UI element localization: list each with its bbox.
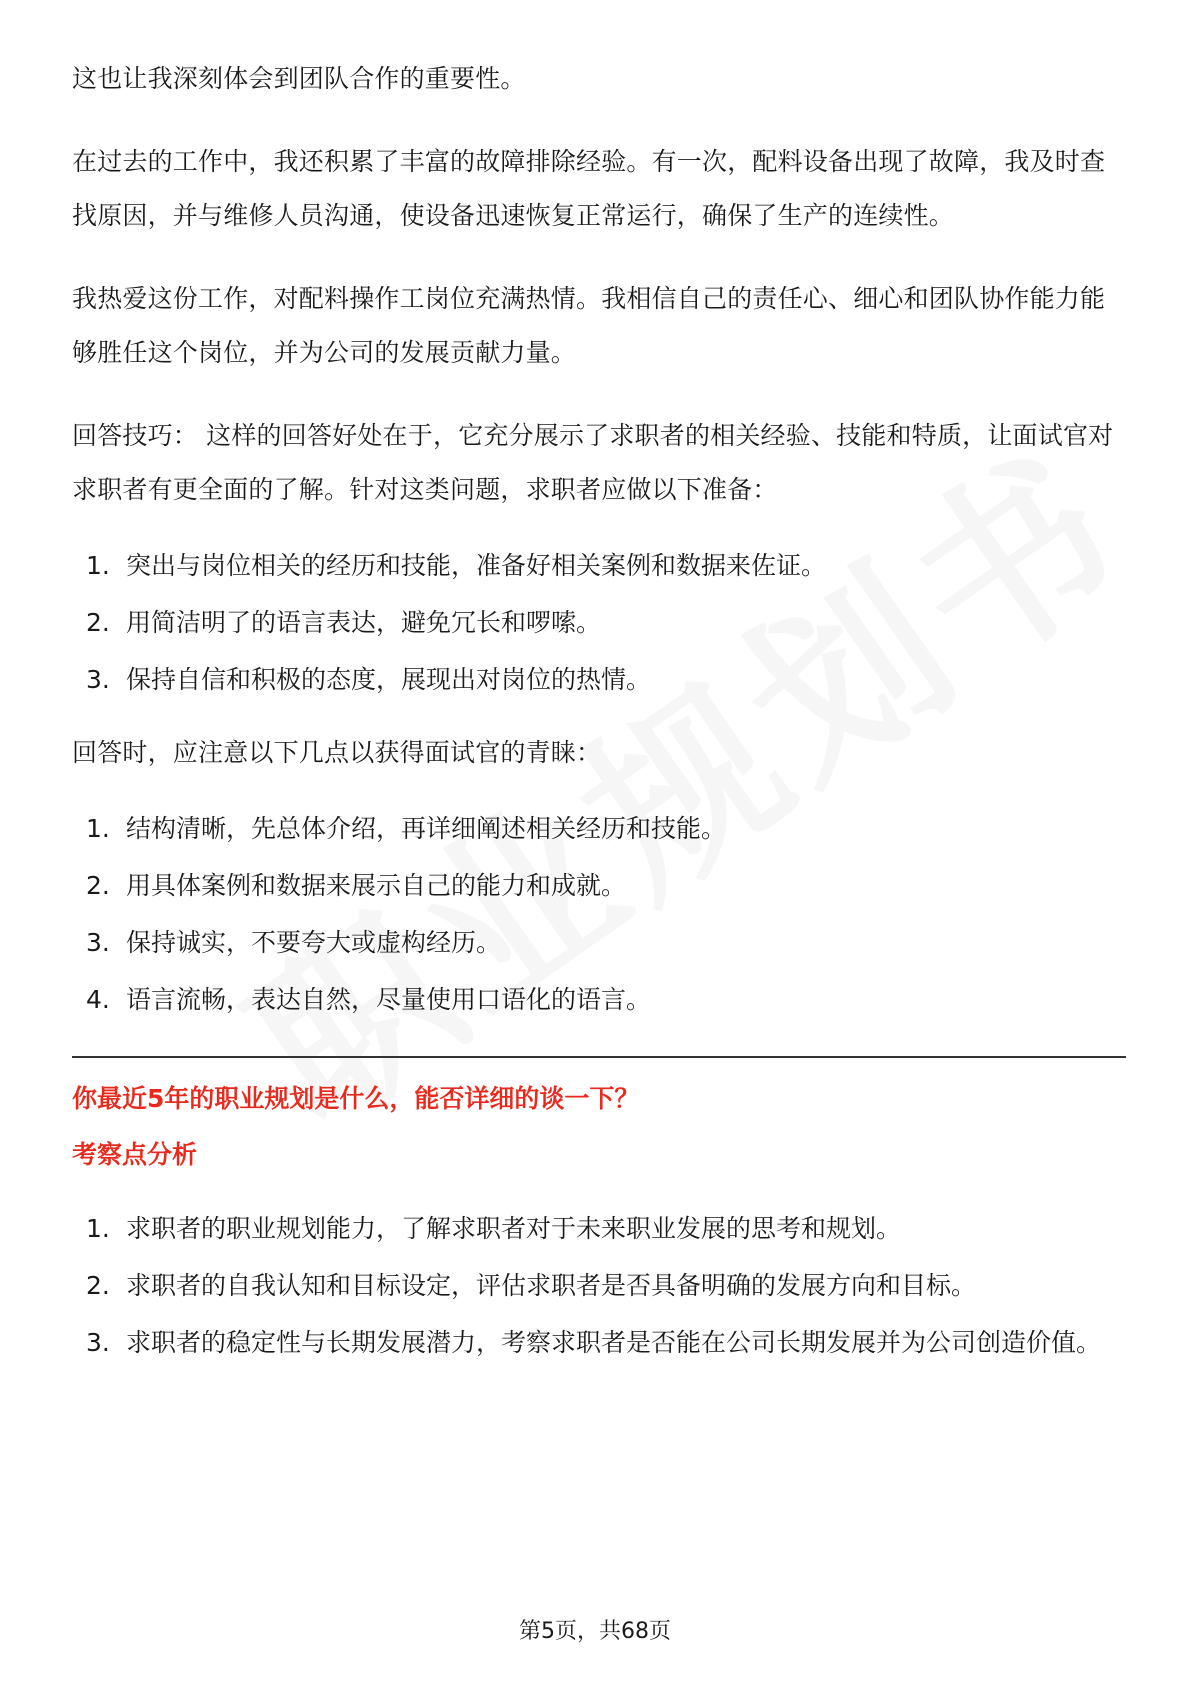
- analysis-list: [72, 1200, 1126, 1371]
- list-number: 3.: [86, 928, 110, 957]
- list-number: 1.: [86, 551, 110, 580]
- list-item: [72, 914, 1126, 971]
- list-item: [72, 1200, 1126, 1257]
- list-number: 3.: [86, 665, 110, 694]
- list-text: 结构清晰，先总体介绍，再详细阐述相关经历和技能。: [126, 814, 727, 843]
- paragraph-attention: 回答时，应注意以下几点以获得面试官的青睐：: [72, 738, 602, 767]
- list-item: [72, 651, 1126, 708]
- list-number: 1.: [86, 1214, 110, 1243]
- paragraph-passion: 我热爱这份工作，对配料操作工岗位充满热情。我相信自己的责任心、细心和团队协作能力能够胜任这个岗位，并为公司的发展贡献力量。: [72, 284, 1106, 367]
- list-text: 求职者的职业规划能力，了解求职者对于未来职业发展的思考和规划。: [126, 1214, 902, 1243]
- list-number: 3.: [86, 1328, 110, 1357]
- paragraph-teamwork: 这也让我深刻体会到团队合作的重要性。: [72, 64, 526, 93]
- list-text: 用具体案例和数据来展示自己的能力和成就。: [126, 871, 627, 900]
- list-text: 语言流畅，表达自然，尽量使用口语化的语言。: [126, 985, 652, 1014]
- list-text: 求职者的稳定性与长期发展潜力，考察求职者是否能在公司长期发展并为公司创造价值。: [126, 1328, 1102, 1357]
- list-number: 2.: [86, 608, 110, 637]
- attention-list: [72, 800, 1126, 1028]
- list-item: [72, 800, 1126, 857]
- section-divider: [72, 1056, 1126, 1058]
- list-item: [72, 594, 1126, 651]
- list-text: 求职者的自我认知和目标设定，评估求职者是否具备明确的发展方向和目标。: [126, 1271, 977, 1300]
- list-number: 1.: [86, 814, 110, 843]
- interview-question: 你最近5年的职业规划是什么，能否详细的谈一下？: [72, 1084, 640, 1113]
- prep-list: [72, 537, 1126, 708]
- section-heading: 考察点分析: [72, 1140, 198, 1169]
- list-number: 2.: [86, 1271, 110, 1300]
- list-number: 2.: [86, 871, 110, 900]
- list-item: [72, 1314, 1126, 1371]
- list-text: 用简洁明了的语言表达，避免冗长和啰嗦。: [126, 608, 602, 637]
- document-page: [72, 52, 1126, 1389]
- paragraph-answer-tips: 回答技巧： 这样的回答好处在于，它充分展示了求职者的相关经验、技能和特质，让面试官对求职者有更全面的了解。针对这类问题，求职者应做以下准备：: [72, 421, 1114, 504]
- list-item: [72, 537, 1126, 594]
- page-footer: 第5页，共68页: [519, 1619, 671, 1644]
- list-item: [72, 857, 1126, 914]
- list-number: 4.: [86, 985, 110, 1014]
- paragraph-troubleshooting: 在过去的工作中，我还积累了丰富的故障排除经验。有一次，配料设备出现了故障，我及时查找原因，并与维修人员沟通，使设备迅速恢复正常运行，确保了生产的连续性。: [72, 147, 1106, 230]
- list-text: 保持自信和积极的态度，展现出对岗位的热情。: [126, 665, 652, 694]
- list-text: 保持诚实，不要夸大或虚构经历。: [126, 928, 502, 957]
- list-text: 突出与岗位相关的经历和技能，准备好相关案例和数据来佐证。: [126, 551, 827, 580]
- list-item: [72, 971, 1126, 1028]
- list-item: [72, 1257, 1126, 1314]
